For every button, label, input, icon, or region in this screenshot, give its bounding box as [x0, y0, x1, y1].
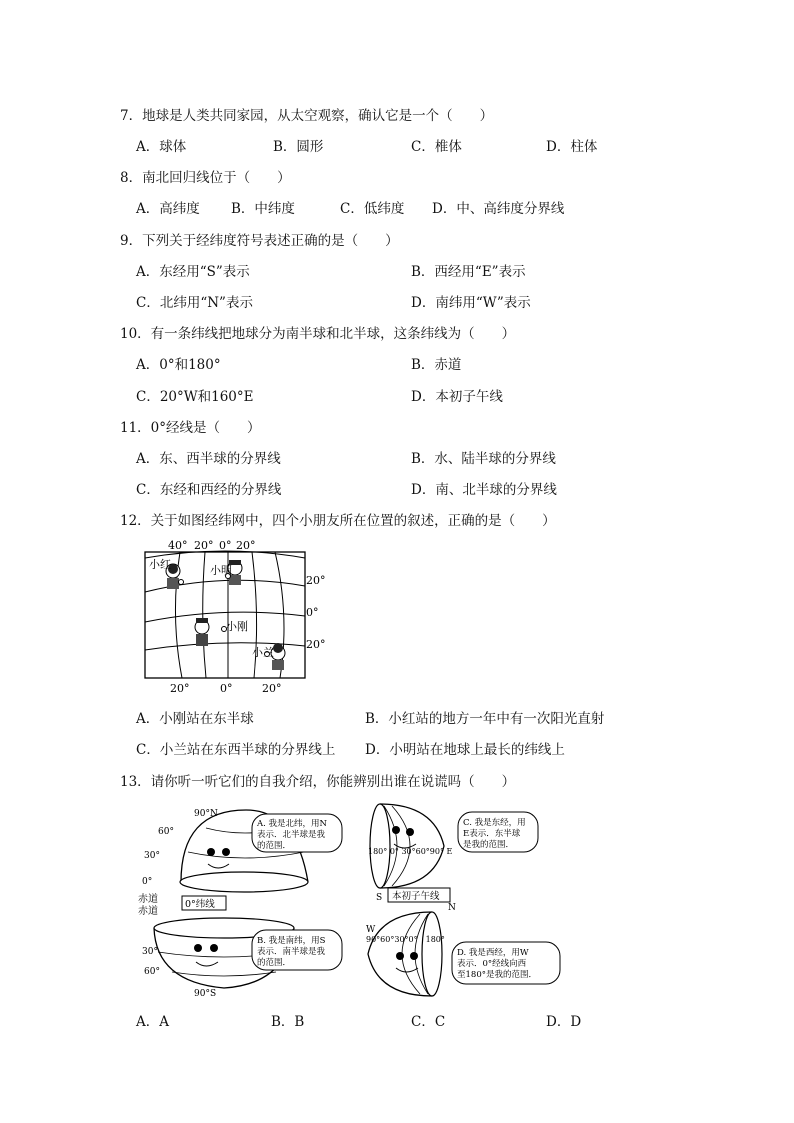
lat-hemispheres-figure — [136, 802, 346, 998]
q7-option-a: A．球体 — [136, 139, 187, 155]
question-13-stem: 13．请你听一听它们的自我介绍，你能辨别出谁在说谎吗（ ） — [120, 774, 516, 790]
w-label: W — [366, 925, 376, 935]
bubble-c-line: E表示．东半球 — [463, 829, 521, 839]
lon-hemispheres-figure — [362, 800, 582, 1000]
lat-label-0: 0° — [142, 877, 153, 887]
name-xiaoming: 小明 — [210, 564, 232, 577]
bottom-lon-label: 0° — [220, 682, 233, 695]
lat-label-90s: 90°S — [194, 989, 217, 998]
q10-option-b: B．赤道 — [411, 357, 462, 373]
top-lon-label: 0° — [219, 539, 232, 552]
bubble-c-line: 是我的范围． — [463, 840, 515, 850]
question-12-stem: 12．关于如图经纬网中，四个小朋友所在位置的叙述，正确的是（ ） — [120, 513, 556, 529]
zero-lat-label: 0°纬线 — [185, 899, 215, 910]
bubble-d-line: D. 我是西经，用W — [457, 948, 529, 958]
face-eye-icon — [194, 944, 202, 952]
face-eye-icon — [406, 828, 414, 836]
q11-option-a: A．东、西半球的分界线 — [136, 451, 281, 467]
q8-option-a: A．高纬度 — [136, 201, 200, 217]
bubble-d-line: 至180°是我的范围． — [457, 970, 537, 980]
q9-option-a: A．东经用“S”表示 — [136, 264, 250, 280]
bubble-d-line: 表示．0°经线向西 — [457, 959, 527, 969]
equator-ellipse — [180, 872, 308, 892]
q10-option-c: C．20°W和160°E — [136, 389, 254, 405]
question-10-stem: 10．有一条纬线把地球分为南半球和北半球，这条纬线为（ ） — [120, 326, 516, 342]
q13-option-c: C．C — [411, 1014, 446, 1030]
q13-option-d: D．D — [546, 1014, 582, 1030]
bubble-a-line: 表示．北半球是我 — [257, 830, 326, 840]
right-lat-label: 20° — [306, 574, 326, 587]
q8-option-d: D．中、高纬度分界线 — [432, 201, 565, 217]
n-label: N — [448, 903, 456, 913]
lon-labels-bottom: 90°60°30°0° 180° — [366, 935, 445, 944]
s-label: S — [376, 893, 383, 903]
right-lat-label: 0° — [306, 606, 319, 619]
bubble-a-line: A. 我是北纬，用N — [257, 819, 327, 829]
q13-option-b: B．B — [271, 1014, 305, 1030]
prime-meridian-ellipse-west — [422, 912, 442, 996]
equator-label: 赤道 — [138, 894, 158, 905]
question-11-stem: 11．0°经线是（ ） — [120, 420, 261, 436]
top-lon-label: 20° — [194, 539, 214, 552]
lat-label-30s: 30° — [142, 947, 158, 957]
lat-label-90n: 90°N — [194, 809, 218, 819]
q13-option-a: A．A — [136, 1014, 169, 1030]
prime-meridian-ellipse — [370, 804, 390, 888]
prime-meridian-label: 本初子午线 — [392, 891, 440, 902]
q11-option-c: C．东经和西经的分界线 — [136, 482, 282, 498]
lon-labels-top: 180° 0° 30°60°90° E — [368, 847, 453, 856]
q11-option-b: B．水、陆半球的分界线 — [411, 451, 556, 467]
q12-option-a: A．小刚站在东半球 — [136, 711, 254, 727]
right-lat-label: 20° — [306, 638, 326, 651]
bubble-c-line: C. 我是东经，用 — [463, 818, 526, 828]
question-9-stem: 9．下列关于经纬度符号表述正确的是（ ） — [120, 233, 399, 249]
bubble-b-line: 的范围． — [257, 958, 292, 968]
q7-option-c: C．椎体 — [411, 139, 462, 155]
question-8-stem: 8．南北回归线位于（ ） — [120, 170, 291, 186]
q10-option-d: D．本初子午线 — [411, 389, 503, 405]
top-lon-label: 40° — [168, 539, 188, 552]
question-7-stem: 7．地球是人类共同家园，从太空观察，确认它是一个（ ） — [120, 108, 494, 124]
q12-option-c: C．小兰站在东西半球的分界线上 — [136, 742, 336, 758]
name-xiaolan: 小兰 — [252, 646, 274, 659]
q7-option-b: B．圆形 — [273, 139, 324, 155]
face-eye-icon — [396, 952, 404, 960]
face-eye-icon — [222, 848, 230, 856]
bottom-lon-label: 20° — [262, 682, 282, 695]
q12-option-d: D．小明站在地球上最长的纬线上 — [365, 742, 565, 758]
bottom-lon-label: 20° — [170, 682, 190, 695]
bubble-b-line: 表示．南半球是我 — [257, 947, 326, 957]
top-lon-label: 20° — [236, 539, 256, 552]
equator-label: 赤道 — [138, 906, 158, 917]
q9-option-b: B．西经用“E”表示 — [411, 264, 526, 280]
q11-option-d: D．南、北半球的分界线 — [411, 482, 557, 498]
q9-option-d: D．南纬用“W”表示 — [411, 295, 531, 311]
name-xiaohong: 小红 — [149, 558, 171, 571]
lat-label-30: 30° — [144, 851, 160, 861]
name-xiaogang: 小刚 — [226, 620, 248, 633]
lat-label-60: 60° — [158, 827, 174, 837]
lat-label-60s: 60° — [144, 967, 160, 977]
bubble-a-line: 的范围． — [257, 841, 292, 851]
q8-option-b: B．中纬度 — [231, 201, 295, 217]
face-eye-icon — [210, 944, 218, 952]
face-eye-icon — [392, 826, 400, 834]
q8-option-c: C．低纬度 — [340, 201, 405, 217]
face-eye-icon — [410, 952, 418, 960]
q12-option-b: B．小红站的地方一年中有一次阳光直射 — [365, 711, 605, 727]
bubble-b-line: B. 我是南纬，用S — [257, 936, 326, 946]
face-eye-icon — [207, 848, 215, 856]
q10-option-a: A．0°和180° — [136, 357, 221, 373]
q9-option-c: C．北纬用“N”表示 — [136, 295, 253, 311]
graticule-figure — [140, 536, 340, 696]
q7-option-d: D．柱体 — [546, 139, 598, 155]
